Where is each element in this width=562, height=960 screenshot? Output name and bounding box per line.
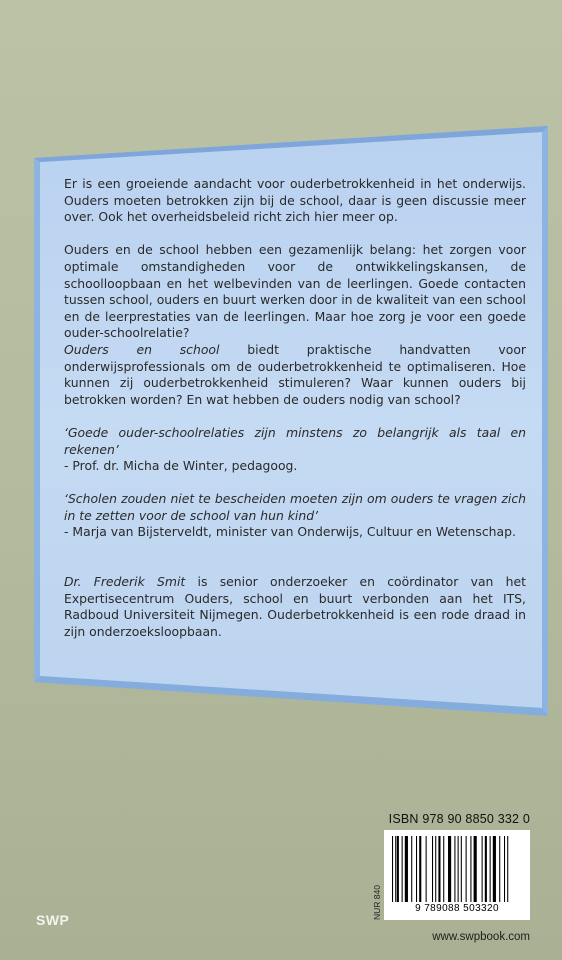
barcode [384, 830, 530, 920]
barcode-bar [397, 836, 399, 902]
barcode-bar [466, 836, 467, 902]
author-bio-text: is senior onderzoeker en coördinator van het Expertisecentrum Ouders, school en buurt verbonden aan het ITS, Radboud Universiteit Nijmegen. Ouderbetrokkenheid is een rode draad in zijn onderzoeksloopbaan. [64, 574, 527, 640]
barcode-bar [435, 836, 436, 902]
barcode-bar [416, 836, 417, 902]
back-cover-text [64, 176, 526, 641]
barcode-bars [392, 836, 522, 902]
barcode-bar [458, 836, 459, 902]
isbn-label: ISBN 978 90 8850 332 0 [388, 812, 530, 826]
barcode-bar [419, 836, 421, 902]
barcode-bar [470, 836, 471, 902]
quote-bijsterveldt: ‘Scholen zouden niet te bescheiden moeten zijn om ouders te vragen zich in te zetten voor de school van hun kind’ [64, 491, 526, 523]
paragraph-shared-interest: Ouders en de school hebben een gezamenlijk belang: het zorgen voor optimale omstandigheden voor de ontwikkelingskansen, de schoolloopbaan en het welbevinden van de leerlingen. Goede contacten tussen school, ouders en buurt werken door in de kwaliteit van een school en de leerprestaties van de leerlingen. Maar hoe zorg je voor een goede ouder-schoolrelatie? [64, 242, 526, 341]
barcode-digits: 9 789088 503320 [415, 903, 499, 914]
barcode-bar [426, 836, 427, 902]
barcode-bar [438, 836, 440, 902]
quote-winter-attribution: - Prof. dr. Micha de Winter, pedagoog. [64, 458, 298, 474]
quote-bijsterveldt-attribution: - Marja van Bijsterveldt, minister van Onderwijs, Cultuur en Wetenschap. [64, 524, 516, 540]
barcode-bar [443, 836, 444, 902]
publisher-logo: SWP [36, 912, 70, 928]
publisher-website: www.swpbook.com [432, 931, 530, 943]
barcode-bar [411, 836, 412, 902]
barcode-bar [405, 836, 408, 902]
paragraph-intro: Er is een groeiende aandacht voor ouderbetrokkenheid in het onderwijs. Ouders moeten betrokken zijn bij de school, daar is geen discussie meer over. Ook het overheidsbeleid richt zich hier meer op. [64, 176, 526, 225]
barcode-bar [493, 836, 496, 902]
barcode-bar [392, 836, 393, 902]
barcode-bar [448, 836, 451, 902]
book-title: Ouders en school [64, 341, 220, 357]
barcode-bar [454, 836, 455, 902]
barcode-bar [474, 836, 477, 902]
barcode-bar [402, 836, 403, 902]
barcode-bar [461, 836, 462, 902]
barcode-bar [395, 836, 396, 902]
author-bio [64, 574, 526, 640]
barcode-bar [507, 836, 508, 902]
quote-winter: ‘Goede ouder-schoolrelaties zijn minstens zo belangrijk als taal en rekenen’ [64, 424, 526, 457]
book-description-text: biedt praktische handvatten voor onderwijsprofessionals om de ouderbetrokkenheid te optimaliseren. Hoe kunnen zij ouderbetrokkenheid stimuleren? Waar kunnen ouders bij betrokken worden? En wat hebben de ouders nodig van school? [64, 341, 526, 407]
paragraph-book-description [64, 342, 526, 408]
barcode-bar [499, 836, 500, 902]
barcode-bar [482, 836, 483, 902]
barcode-bar [432, 836, 433, 902]
barcode-bar [490, 836, 491, 902]
author-name: Dr. Frederik Smit [64, 574, 186, 590]
barcode-bar [485, 836, 487, 902]
barcode-bar [504, 836, 505, 902]
nur-code: NUR 840 [372, 885, 382, 920]
